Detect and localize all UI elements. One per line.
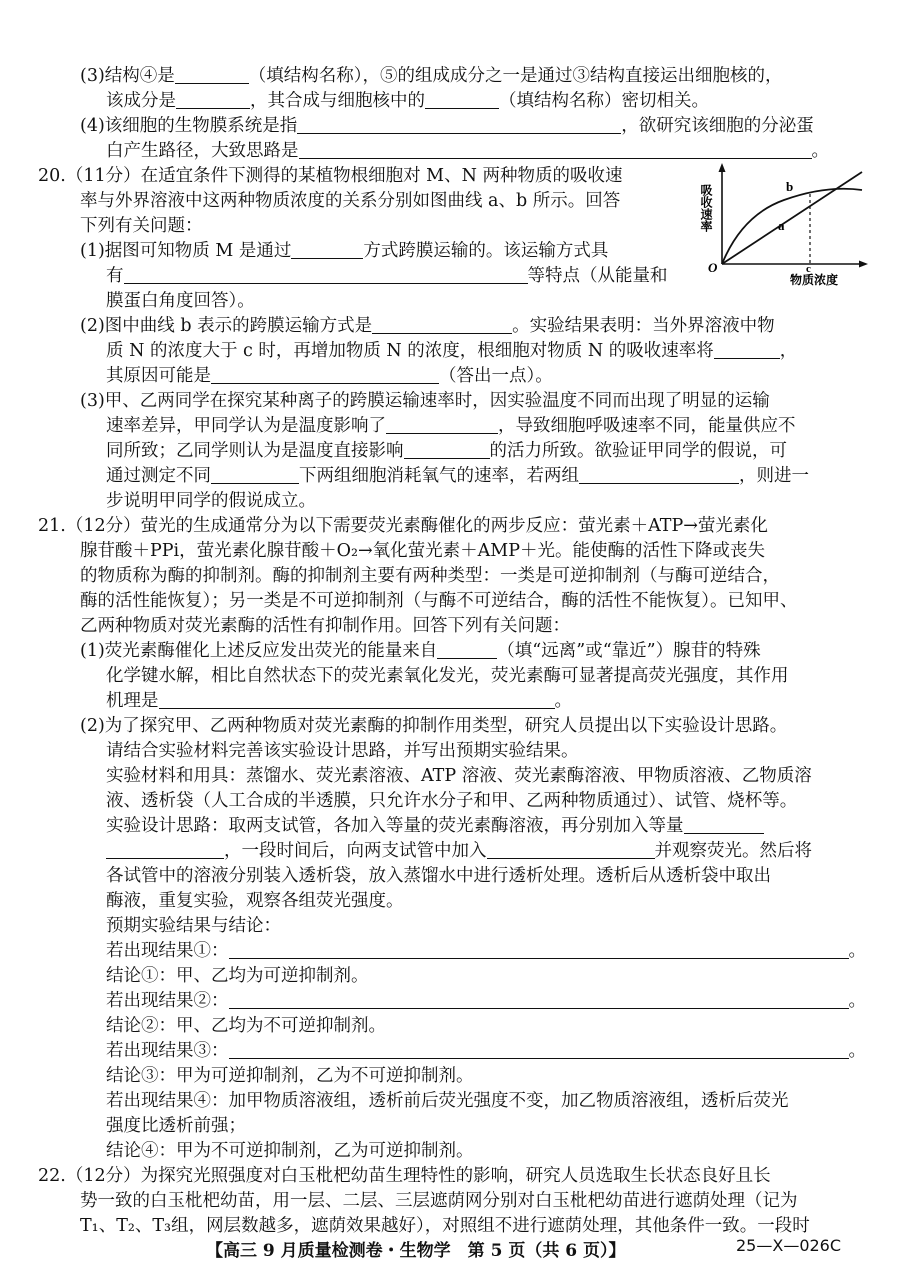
x-axis-arrow [859, 261, 868, 268]
curve-a-label: a [778, 218, 785, 233]
q21-1-line1: (1)荧光素酶催化上述反应发出荧光的能量来自 （填“远离”或“靠近”）腺苷的特殊 [80, 641, 761, 661]
q21-conclusion4: 结论④：甲为不可逆抑制剂，乙为可逆抑制剂。 [106, 1141, 474, 1161]
q21-2-line1: (2)为了探究甲、乙两种物质对荧光素酶的抑制作用类型，研究人员提出以下实验设计思路。 [80, 716, 788, 736]
y-axis-label: 吸收速率 [699, 184, 713, 232]
curve-b [722, 189, 862, 264]
q22-stem-3: T₁、T₂、T₃组，网层数越多，遮荫效果越好），对照组不进行遮荫处理，其他条件一致。一段时 [80, 1216, 810, 1236]
q20-2-line2: 质 N 的浓度大于 c 时，再增加物质 N 的浓度，根细胞对物质 N 的吸收速率将 ， [106, 341, 798, 361]
q22-stem-2: 势一致的白玉枇杷幼苗，用一层、二层、三层遮荫网分别对白玉枇杷幼苗进行遮荫处理（记为 [80, 1191, 798, 1211]
q21-stem-2: 腺苷酸＋PPi，萤光素化腺苷酸＋O₂→氧化萤光素＋AMP＋光。能使酶的活性下降或丧失 [80, 541, 766, 561]
y-axis-arrow [719, 163, 726, 172]
q21-2-line7: 各试管中的溶液分别装入透析袋，放入蒸馏水中进行透析处理。透析后从透析袋中取出 [106, 866, 771, 886]
q21-2-line9: 预期实验结果与结论： [106, 916, 281, 936]
q20-3-line3: 同所致；乙同学则认为是温度直接影响 的活力所致。欲验证甲同学的假说，可 [106, 441, 787, 461]
q20-1-line3: 膜蛋白角度回答）。 [106, 291, 255, 311]
q21-stem-5: 乙两种物质对荧光素酶的活性有抑制作用。回答下列有关问题： [80, 616, 570, 636]
q21-1-line3: 机理是 。 [106, 691, 572, 711]
q20-3-line4: 通过测定不同 下两组细胞消耗氧气的速率，若两组 ，则进一 [106, 466, 809, 486]
q20-stem-1: 20.（11分）在适宜条件下测得的某植物根细胞对 M、N 两种物质的吸收速 [38, 166, 623, 186]
q19-3-line2: 该成分是 ，其合成与细胞核中的 （填结构名称）密切相关。 [106, 91, 709, 111]
q21-2-line4: 液、透析袋（人工合成的半透膜，只允许水分子和甲、乙两种物质通过）、试管、烧杯等。 [106, 791, 798, 811]
q21-conclusion2: 结论②：甲、乙均为不可逆抑制剂。 [106, 1016, 386, 1036]
q21-2-line2: 请结合实验材料完善该实验设计思路，并写出预期实验结果。 [106, 741, 579, 761]
q19-3-line1: (3)结构④是 （填结构名称），⑤的组成成分之一是通过③结构直接运出细胞核的， [80, 66, 783, 86]
c-label: c [806, 263, 811, 275]
q21-2-line5: 实验设计思路：取两支试管，各加入等量的荧光素酶溶液，再分别加入等量 [106, 814, 764, 838]
q21-stem-3: 的物质称为酶的抑制剂。酶的抑制剂主要有两种类型：一类是可逆抑制剂（与酶可逆结合， [80, 566, 780, 586]
q20-1-line2: 有 等特点（从能量和 [106, 266, 668, 286]
q20-3-line5: 步说明甲同学的假说成立。 [106, 491, 316, 511]
q20-1-line1: (1)据图可知物质 M 是通过 方式跨膜运输的。该运输方式具 [80, 241, 609, 261]
q21-2-line3: 实验材料和用具：蒸馏水、荧光素溶液、ATP 溶液、荧光素酶溶液、甲物质溶液、乙物质溶 [106, 766, 812, 786]
q20-stem-3: 下列有关问题： [80, 216, 203, 236]
q21-result1: 若出现结果①： 。 [106, 941, 866, 961]
q21-conclusion1: 结论①：甲、乙均为可逆抑制剂。 [106, 966, 369, 986]
x-axis-label: 物质浓度 [790, 273, 839, 287]
q20-2-line1: (2)图中曲线 b 表示的跨膜运输方式是 。实验结果表明：当外界溶液中物 [80, 316, 775, 336]
q21-conclusion3: 结论③：甲为可逆抑制剂，乙为不可逆抑制剂。 [106, 1066, 474, 1086]
origin-label: O [708, 260, 718, 275]
q21-stem-1: 21.（12分）萤光的生成通常分为以下需要荧光素酶催化的两步反应：萤光素＋ATP→萤光素化 [38, 516, 768, 536]
absorption-rate-graph [699, 160, 868, 288]
q19-4-line2: 白产生路径，大致思路是 。 [106, 141, 829, 161]
q20-3-line1: (3)甲、乙两同学在探究某种离子的跨膜运输速率时，因实验温度不同而出现了明显的运输 [80, 391, 770, 411]
q21-result4-line1: 若出现结果④：加甲物质溶液组，透析前后荧光强度不变，加乙物质溶液组，透析后荧光 [106, 1091, 789, 1111]
q21-result3: 若出现结果③： 。 [106, 1041, 866, 1061]
footer-code: 25—X—026C [736, 1236, 842, 1255]
q21-result4-line2: 强度比透析前强； [106, 1116, 246, 1136]
q20-stem-2: 率与外界溶液中这两种物质浓度的关系分别如图曲线 a、b 所示。回答 [80, 191, 621, 211]
q21-1-line2: 化学键水解，相比自然状态下的荧光素氧化发光，荧光素酶可显著提高荧光强度，其作用 [106, 666, 789, 686]
q22-stem-1: 22.（12分）为探究光照强度对白玉枇杷幼苗生理特性的影响，研究人员选取生长状态良好且长 [38, 1166, 771, 1186]
q19-4-line1: (4)该细胞的生物膜系统是指 ，欲研究该细胞的分泌蛋 [80, 116, 814, 136]
q20-3-line2: 速率差异，甲同学认为是温度影响了 ，导致细胞呼吸速率不同，能量供应不 [106, 416, 796, 436]
footer-title: 【高三 9 月质量检测卷・生物学 第 5 页（共 6 页）】 [206, 1241, 626, 1261]
q20-2-line3: 其原因可能是 （答出一点）。 [106, 366, 553, 386]
q21-result2: 若出现结果②： 。 [106, 991, 866, 1011]
q21-stem-4: 酶的活性能恢复）；另一类是不可逆抑制剂（与酶不可逆结合，酶的活性不能恢复）。已知甲、 [80, 591, 798, 611]
q21-2-line8: 酶液，重复实验，观察各组荧光强度。 [106, 891, 404, 911]
curve-b-label: b [786, 179, 794, 194]
q21-2-line6: ，一段时间后，向两支试管中加入 并观察荧光。然后将 [106, 839, 812, 863]
